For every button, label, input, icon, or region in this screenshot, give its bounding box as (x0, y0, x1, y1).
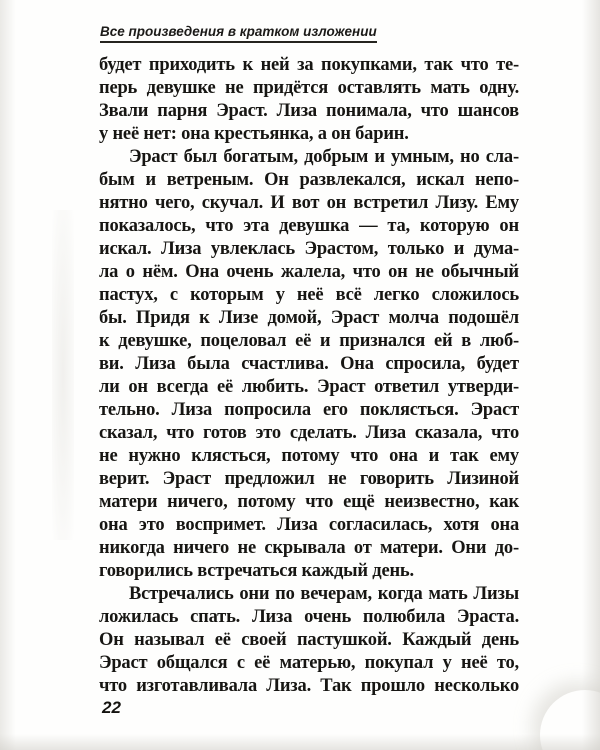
word: так (424, 55, 453, 75)
word: что (352, 262, 381, 282)
word: Эраст (317, 377, 366, 397)
text-line (99, 445, 519, 468)
word: Лиза (277, 515, 318, 535)
word: прошло (360, 676, 425, 696)
word: Эраст (99, 653, 148, 673)
word: неизвестно, (384, 492, 480, 512)
word: в (461, 331, 472, 351)
word: своей (241, 630, 287, 650)
word: ещё (343, 492, 375, 512)
text-line: у неё нет: она крестьянка, а он барин. (99, 124, 409, 144)
word: всё (335, 285, 362, 305)
word: ничего, (167, 492, 228, 512)
word: матери. (380, 538, 443, 558)
word: воспримет. (175, 515, 266, 535)
word: девушка (279, 216, 350, 236)
word: Эраста. (456, 607, 519, 627)
word: и (428, 446, 440, 466)
text-line (99, 261, 519, 284)
word: домой, (267, 308, 322, 328)
word: счастлива. (241, 354, 329, 374)
scan-edge-left (0, 0, 16, 750)
word: сделать. (289, 423, 357, 443)
text-line (99, 376, 519, 399)
word: у (442, 653, 452, 673)
word: потому (237, 492, 296, 512)
word: он (388, 262, 408, 282)
word: к (242, 55, 253, 75)
word: будет (476, 354, 519, 374)
text-line (99, 169, 519, 192)
body-text (99, 54, 519, 698)
word: что (166, 423, 195, 443)
word: что (420, 101, 449, 121)
word: Каждый (402, 630, 472, 650)
word: она (389, 446, 418, 466)
word: изготавливала (136, 676, 258, 696)
word: вечерам, (300, 584, 372, 604)
word: что (350, 446, 379, 466)
word: любить. (241, 377, 309, 397)
word: он (326, 193, 347, 213)
word: сказал, (99, 423, 158, 443)
word: увлеклась (210, 239, 295, 259)
word: которую (419, 216, 490, 236)
scan-smudge (52, 210, 74, 540)
word: она (490, 515, 519, 535)
word: никогда (99, 538, 165, 558)
word: легко (373, 285, 420, 305)
word: они (239, 584, 270, 604)
word: день (481, 630, 519, 650)
text-line (99, 238, 519, 261)
word: ему (489, 446, 519, 466)
word: когда (377, 584, 423, 604)
word: Он (99, 630, 124, 650)
word: это (138, 515, 165, 535)
word: Лизы (473, 584, 519, 604)
word: не (415, 262, 434, 282)
word: что (205, 216, 234, 236)
word: как (489, 492, 519, 512)
word: до- (494, 538, 519, 558)
word: мать (430, 78, 470, 98)
word: ли (99, 377, 120, 397)
scan-edge-bottom (0, 734, 600, 750)
word: Лиза (365, 423, 406, 443)
word: непо- (475, 170, 519, 190)
word: по (275, 584, 295, 604)
word: Эраст (129, 147, 178, 167)
word: ней (260, 55, 290, 75)
word: предложил (224, 469, 315, 489)
text-line (99, 514, 519, 537)
word: что (460, 55, 489, 75)
text-line (99, 583, 519, 606)
word: девушке, (118, 331, 192, 351)
word: добрым (304, 147, 369, 167)
word: утверди- (447, 377, 519, 397)
word: к (99, 331, 110, 351)
word: и (319, 331, 331, 351)
scan-corner-shadow (540, 690, 600, 750)
word: за (297, 55, 314, 75)
word: ла (99, 262, 119, 282)
word: и (374, 147, 385, 167)
word: — (359, 216, 378, 236)
word: сложилось (431, 285, 519, 305)
word: её (214, 630, 231, 650)
text-line (99, 77, 519, 100)
word: спать. (190, 607, 241, 627)
word: Лиза (251, 607, 293, 627)
word: жалела, (280, 262, 346, 282)
word: несколько (434, 676, 519, 696)
word: Лизу. (435, 193, 479, 213)
word: клясться, (191, 446, 271, 466)
text-line (99, 422, 519, 445)
word: скучал. (201, 193, 264, 213)
word: которым (190, 285, 264, 305)
word: обычный (441, 262, 519, 282)
word: её (254, 653, 271, 673)
word: о (125, 262, 135, 282)
word: подошёл (448, 308, 519, 328)
word: он (128, 377, 148, 397)
word: тельно. (99, 400, 160, 420)
word: его (322, 400, 348, 420)
word: не (327, 469, 347, 489)
word: общался (156, 653, 228, 673)
word: потому (281, 446, 340, 466)
word: Лиза (135, 354, 176, 374)
word: и (453, 239, 465, 259)
word: парня (157, 101, 208, 121)
word: Лиза (161, 239, 202, 259)
word: встретил (353, 193, 429, 213)
word: Лиза. (266, 676, 312, 696)
text-line (99, 537, 519, 560)
word: ложилась (99, 607, 179, 627)
word: так (449, 446, 479, 466)
word: вот (291, 193, 320, 213)
word: сла- (485, 147, 519, 167)
word: Лизе (218, 308, 259, 328)
word: сказала, (414, 423, 483, 443)
word: и (145, 170, 156, 190)
word: матерью, (279, 653, 356, 673)
word: неё (296, 285, 324, 305)
word: ви. (99, 354, 124, 374)
word: что (99, 676, 127, 696)
word: Ему (485, 193, 519, 213)
word: развлекался, (299, 170, 406, 190)
word: только (387, 239, 445, 259)
word: перь (99, 78, 138, 98)
word: ничего (173, 538, 230, 558)
text-line (99, 146, 519, 169)
text-line (99, 399, 519, 422)
word: готов (203, 423, 247, 443)
word: верит. (99, 469, 150, 489)
word: эта (243, 216, 270, 236)
word: нятно (99, 193, 148, 213)
word: Звали (99, 101, 149, 121)
text-line (99, 468, 519, 491)
word: Лизиной (447, 469, 519, 489)
word: пастушкой. (296, 630, 392, 650)
word: бы. (99, 308, 127, 328)
text-line (99, 192, 519, 215)
word: что (305, 492, 334, 512)
word: была (187, 354, 230, 374)
word: её (217, 377, 234, 397)
word: это (255, 423, 281, 443)
word: с (169, 285, 178, 305)
word: И (270, 193, 285, 213)
word: показалось, (99, 216, 196, 236)
word: Он (264, 170, 289, 190)
word: её (295, 331, 312, 351)
text-line: говорились встречаться каждый день. (99, 561, 414, 581)
word: дума- (473, 239, 519, 259)
word: умным, (391, 147, 454, 167)
word: покупками, (321, 55, 417, 75)
word: Придя (136, 308, 190, 328)
word: у (275, 285, 285, 305)
word: пастух, (99, 285, 158, 305)
word: согласилась, (328, 515, 433, 535)
text-line (99, 353, 519, 376)
text-line (99, 330, 519, 353)
word: он (499, 216, 519, 236)
word: полюбила (362, 607, 446, 627)
text-line (99, 215, 519, 238)
word: покупал (364, 653, 434, 673)
word: будет (99, 55, 142, 75)
word: понимала, (326, 101, 412, 121)
text-line (99, 284, 519, 307)
word: девушке (146, 78, 216, 98)
text-line (99, 491, 519, 514)
word: приходить (148, 55, 235, 75)
word: хотя (443, 515, 480, 535)
word: Лиза (276, 101, 317, 121)
word: поклясться. (359, 400, 459, 420)
text-line (99, 606, 519, 629)
word: попросила (224, 400, 311, 420)
text-line (99, 307, 519, 330)
word: говорить (359, 469, 434, 489)
word: признался (339, 331, 426, 351)
word: очень (304, 607, 352, 627)
text-line (99, 54, 519, 77)
running-header: Все произведения в кратком изложении (100, 24, 377, 43)
word: не (225, 78, 244, 98)
word: что (491, 423, 519, 443)
word: оставлять (337, 78, 421, 98)
word: к (199, 308, 210, 328)
word: спросила, (385, 354, 466, 374)
scan-edge-right (582, 0, 600, 750)
word: люб- (479, 331, 519, 351)
word: Эрастом, (304, 239, 379, 259)
word: Эраст (162, 469, 212, 489)
word: то, (496, 653, 519, 673)
word: нужно (128, 446, 181, 466)
text-line (99, 629, 519, 652)
word: ветреным. (166, 170, 254, 190)
text-line (99, 652, 519, 675)
word: шансов (457, 101, 519, 121)
word: молча (388, 308, 439, 328)
text-line (99, 100, 519, 123)
word: ей (433, 331, 453, 351)
word: она (99, 515, 128, 535)
word: с (236, 653, 245, 673)
word: нём. (142, 262, 178, 282)
word: Так (320, 676, 352, 696)
word: от (353, 538, 372, 558)
word: та, (387, 216, 410, 236)
word: Встречались (129, 584, 234, 604)
word: скрывала (264, 538, 346, 558)
word: очень (226, 262, 274, 282)
word: не (99, 446, 118, 466)
word: неё (461, 653, 488, 673)
word: Она (340, 354, 374, 374)
word: Они (451, 538, 487, 558)
word: мать (428, 584, 468, 604)
word: но (460, 147, 480, 167)
word: не (237, 538, 256, 558)
word: богатым, (223, 147, 298, 167)
word: Она (185, 262, 219, 282)
word: чего, (154, 193, 195, 213)
word: искал (416, 170, 465, 190)
text-line (99, 675, 519, 698)
word: Лиза (171, 400, 213, 420)
word: одну. (479, 78, 519, 98)
word: искал. (99, 239, 152, 259)
word: всегда (156, 377, 209, 397)
word: был (183, 147, 218, 167)
word: Эраст (330, 308, 380, 328)
word: Эраст (470, 400, 519, 420)
word: придётся (253, 78, 329, 98)
word: те- (496, 55, 519, 75)
word: матери (99, 492, 158, 512)
word: Эраст. (216, 101, 268, 121)
word: бым (99, 170, 135, 190)
word: поцеловал (200, 331, 287, 351)
page-number: 22 (102, 698, 121, 717)
word: называл (134, 630, 205, 650)
word: ответил (374, 377, 440, 397)
